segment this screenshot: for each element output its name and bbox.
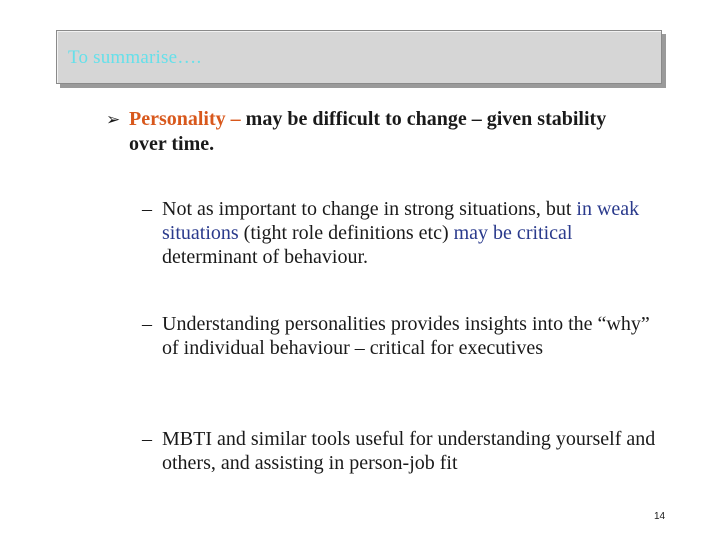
sub-bullet-1-highlight2: may be critical	[453, 222, 573, 244]
arrow-bullet-icon: ➢	[106, 110, 121, 130]
slide-title: To summarise….	[68, 47, 202, 68]
sub-bullet-3	[142, 427, 667, 475]
sub-bullet-1	[142, 197, 667, 269]
sub-bullet-2-text: Understanding personalities provides insights into the “why” of individual behaviour – critical for executives	[162, 313, 650, 359]
main-bullet	[106, 107, 646, 157]
sub-bullet-1-part3: determinant of behaviour.	[162, 246, 369, 268]
main-bullet-rest: may be difficult to change – given stability over time.	[129, 108, 607, 155]
main-bullet-dash: –	[225, 108, 246, 130]
sub-bullet-2	[142, 312, 667, 360]
main-bullet-keyword: Personality	[129, 108, 226, 130]
sub-bullet-3-text: MBTI and similar tools useful for understanding yourself and others, and assisting in person-job fit	[162, 428, 656, 474]
dash-bullet-icon: –	[142, 313, 152, 335]
title-box	[56, 30, 662, 84]
sub-bullet-1-text	[142, 197, 667, 269]
page-number: 14	[654, 511, 666, 522]
sub-bullet-1-part1: Not as important to change in strong situations, but	[162, 198, 577, 220]
sub-bullet-1-part2: (tight role definitions etc)	[238, 222, 454, 244]
dash-bullet-icon: –	[142, 198, 152, 220]
main-bullet-text	[106, 107, 646, 157]
sub-bullet-1-highlight1: in weak situations	[162, 198, 640, 244]
dash-bullet-icon: –	[142, 428, 152, 450]
